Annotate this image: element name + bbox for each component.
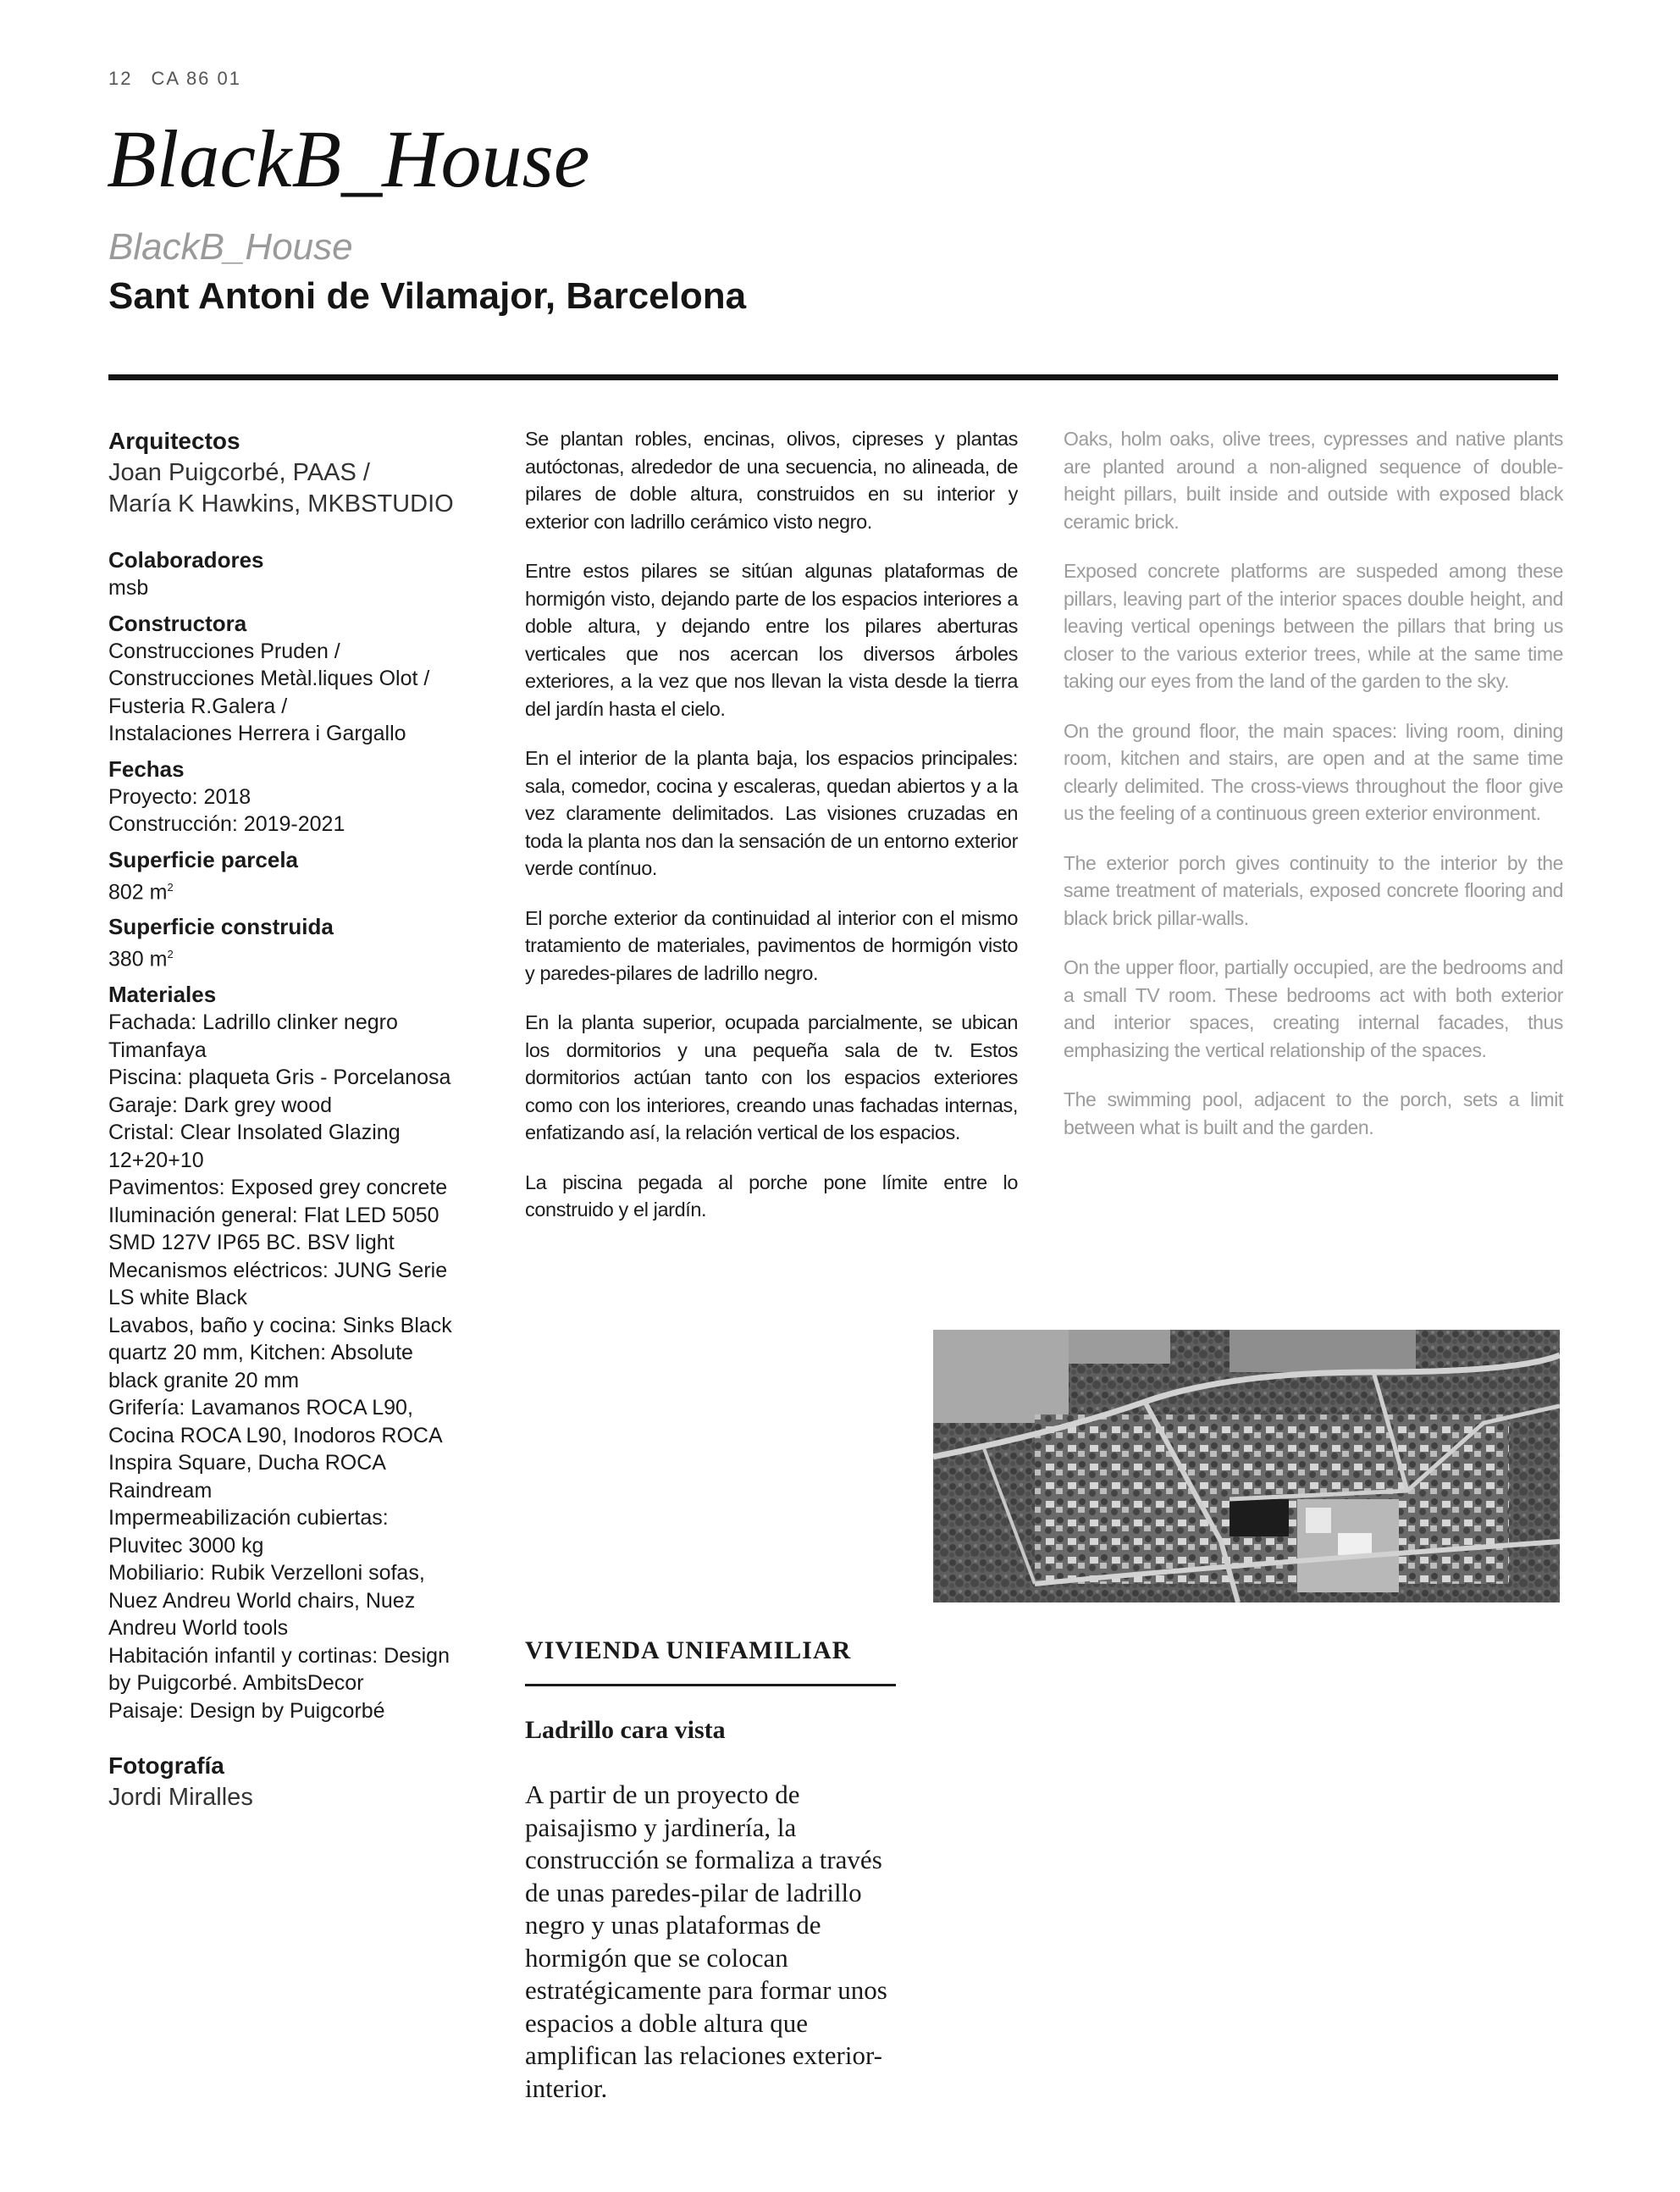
- area-value: 380 m: [108, 947, 168, 971]
- unit-superscript: 2: [167, 948, 174, 961]
- credit-label: Fotografía: [108, 1752, 224, 1780]
- area-value: 802 m: [108, 879, 168, 904]
- material-line: quartz 20 mm, Kitchen: Absolute: [108, 1341, 413, 1365]
- page-number: 12: [108, 68, 133, 89]
- material-line: Grifería: Lavamanos ROCA L90,: [108, 1396, 413, 1420]
- material-line: 12+20+10: [108, 1148, 204, 1172]
- credit-value: Proyecto: 2018: [108, 784, 251, 809]
- credit-value: msb: [108, 576, 149, 600]
- credit-builder: [108, 609, 481, 748]
- material-line: Mobiliario: Rubik Verzelloni sofas,: [108, 1561, 425, 1586]
- material-line: Habitación infantil y cortinas: Design: [108, 1643, 450, 1668]
- credit-collaborators: [108, 545, 481, 602]
- credits-column: [108, 425, 481, 1813]
- material-line: by Puigcorbé. AmbitsDecor: [108, 1671, 364, 1696]
- credit-materials: [108, 980, 481, 1724]
- material-line: Fachada: Ladrillo clinker negro: [108, 1010, 398, 1035]
- material-line: Paisaje: Design by Puigcorbé: [108, 1698, 385, 1723]
- credit-value: Jordi Miralles: [108, 1784, 253, 1812]
- credit-architects: [108, 425, 481, 520]
- body-paragraph-es: Se plantan robles, encinas, olivos, cipreses y plantas autóctonas, alrededor de una secuencia, no alineada, de pilares de doble altura, construidos en su interior y exterior con ladrillo cerámico visto negro.: [525, 428, 1018, 533]
- material-line: Cristal: Clear Insolated Glazing: [108, 1121, 401, 1145]
- credit-label: Arquitectos: [108, 428, 240, 454]
- aerial-site-photo: [933, 1330, 1560, 1602]
- material-line: Iluminación general: Flat LED 5050: [108, 1203, 439, 1227]
- material-line: Cocina ROCA L90, Inodoros ROCA: [108, 1423, 443, 1447]
- english-text-column: [1064, 425, 1563, 1163]
- section-kicker: VIVIENDA UNIFAMILIAR: [525, 1636, 852, 1664]
- folio: [108, 68, 241, 90]
- credit-value: Construcción: 2019-2021: [108, 812, 345, 836]
- body-paragraph-en: Exposed concrete platforms are suspeded among these pillars, leaving part of the interior spaces double height, and leaving vertical openings between the pillars that bring us closer to the various exterior trees, while at the same time taking our eyes from the land of the garden to the sky.: [1064, 560, 1563, 692]
- material-line: SMD 127V IP65 BC. BSV light: [108, 1231, 395, 1255]
- material-line: Andreu World tools: [108, 1616, 289, 1641]
- lead-paragraph: A partir de un proyecto de paisajismo y jardinería, la construcción se formaliza a través de unas paredes-pilar de ladrillo negro y unas plataformas de hormigón que se colocan estratégicamente para formar unos espacios a doble altura que amplifican las relaciones exterior-interior.: [525, 1780, 887, 2103]
- body-paragraph-es: El porche exterior da continuidad al interior con el mismo tratamiento de materiales, pavimentos de hormigón visto y paredes-pilares de ladrillo negro.: [525, 906, 1018, 984]
- credit-value: Construcciones Metàl.liques Olot /: [108, 667, 430, 690]
- body-paragraph-en: Oaks, holm oaks, olive trees, cypresses and native plants are planted around a non-aligned sequence of double-height pillars, built inside and outside with exposed black ceramic brick.: [1064, 428, 1563, 533]
- page-title: BlackB_House: [107, 113, 590, 204]
- credit-label: Superficie parcela: [108, 846, 298, 872]
- credit-label: Constructora: [108, 610, 247, 636]
- material-line: Impermeabilización cubiertas:: [108, 1506, 389, 1531]
- credit-value: Joan Puigcorbé, PAAS /: [108, 459, 370, 486]
- body-paragraph-es: En la planta superior, ocupada parcialmente, se ubican los dormitorios y una pequeña sala de tv. Estos dormitorios actúan tanto con los espacios exteriores como con los interiores, creando unas fachadas internas, enfatizando así, la relación vertical de los espacios.: [525, 1011, 1018, 1143]
- location-heading: Sant Antoni de Vilamajor, Barcelona: [108, 275, 747, 317]
- body-paragraph-en: The swimming pool, adjacent to the porch, sets a limit between what is built and the garden.: [1064, 1088, 1563, 1138]
- credit-value: [108, 874, 481, 906]
- credit-photography: [108, 1750, 481, 1813]
- body-paragraph-en: The exterior porch gives continuity to the interior by the same treatment of materials, exposed concrete flooring and black brick pillar-walls.: [1064, 851, 1563, 929]
- credit-label: Superficie construida: [108, 914, 334, 940]
- material-line: Inspira Square, Ducha ROCA: [108, 1451, 386, 1475]
- material-line: Piscina: plaqueta Gris - Porcelanosa: [108, 1066, 451, 1090]
- body-paragraph-en: On the ground floor, the main spaces: living room, dining room, kitchen and stairs, are open and at the same time clearly delimited. The cross-views throughout the floor give us the feeling of a continuous green exterior environment.: [1064, 719, 1563, 824]
- material-line: Garaje: Dark grey wood: [108, 1093, 333, 1117]
- credit-value: [108, 941, 481, 973]
- lead-title: Ladrillo cara vista: [525, 1716, 726, 1744]
- credit-dates: [108, 755, 481, 839]
- unit-superscript: 2: [167, 880, 174, 894]
- header-rule: [108, 374, 1558, 380]
- credit-label: Materiales: [108, 982, 217, 1008]
- page-subtitle: BlackB_House: [108, 226, 353, 268]
- material-line: Timanfaya: [108, 1038, 207, 1062]
- body-paragraph-en: On the upper floor, partially occupied, are the bedrooms and a small TV room. These bedrooms act with both exterior and interior spaces, creating internal facades, thus emphasizing the vertical relationship of the spaces.: [1064, 956, 1563, 1061]
- aerial-photo-graphic: [933, 1330, 1560, 1602]
- material-line: black granite 20 mm: [108, 1368, 300, 1392]
- material-line: Pavimentos: Exposed grey concrete: [108, 1176, 448, 1200]
- material-line: Pluvitec 3000 kg: [108, 1533, 264, 1558]
- body-paragraph-es: Entre estos pilares se sitúan algunas plataformas de hormigón visto, dejando parte de los espacios interiores a doble altura, y dejando entre los pilares aberturas verticales que nos acercan los diversos árboles exteriores, a la vez que nos llevan la vista desde la tierra del jardín hasta el cielo.: [525, 560, 1018, 720]
- credit-plot-area: [108, 845, 481, 906]
- issue-code: CA 86 01: [151, 68, 241, 89]
- body-paragraph-es: La piscina pegada al porche pone límite entre lo construido y el jardín.: [525, 1171, 1018, 1221]
- credit-value: Instalaciones Herrera i Gargallo: [108, 722, 406, 745]
- credit-value: María K Hawkins, MKBSTUDIO: [108, 490, 454, 518]
- body-paragraph-es: En el interior de la planta baja, los espacios principales: sala, comedor, cocina y escaleras, quedan abiertos y a la vez claramente delimitados. Las visiones cruzadas en toda la planta nos dan la sensación de un entorno exterior verde contínuo.: [525, 747, 1018, 879]
- material-line: LS white Black: [108, 1286, 247, 1310]
- credit-built-area: [108, 912, 481, 973]
- material-line: Raindream: [108, 1478, 213, 1503]
- material-line: Lavabos, baño y cocina: Sinks Black: [108, 1313, 452, 1337]
- credit-label: Colaboradores: [108, 547, 264, 573]
- material-line: Mecanismos eléctricos: JUNG Serie: [108, 1258, 448, 1282]
- credit-value: Fusteria R.Galera /: [108, 694, 288, 718]
- credit-value: Construcciones Pruden /: [108, 639, 340, 663]
- credit-label: Fechas: [108, 756, 185, 782]
- spanish-text-column: [525, 425, 1018, 1246]
- material-line: Nuez Andreu World chairs, Nuez: [108, 1588, 416, 1613]
- kicker-rule: [525, 1684, 896, 1686]
